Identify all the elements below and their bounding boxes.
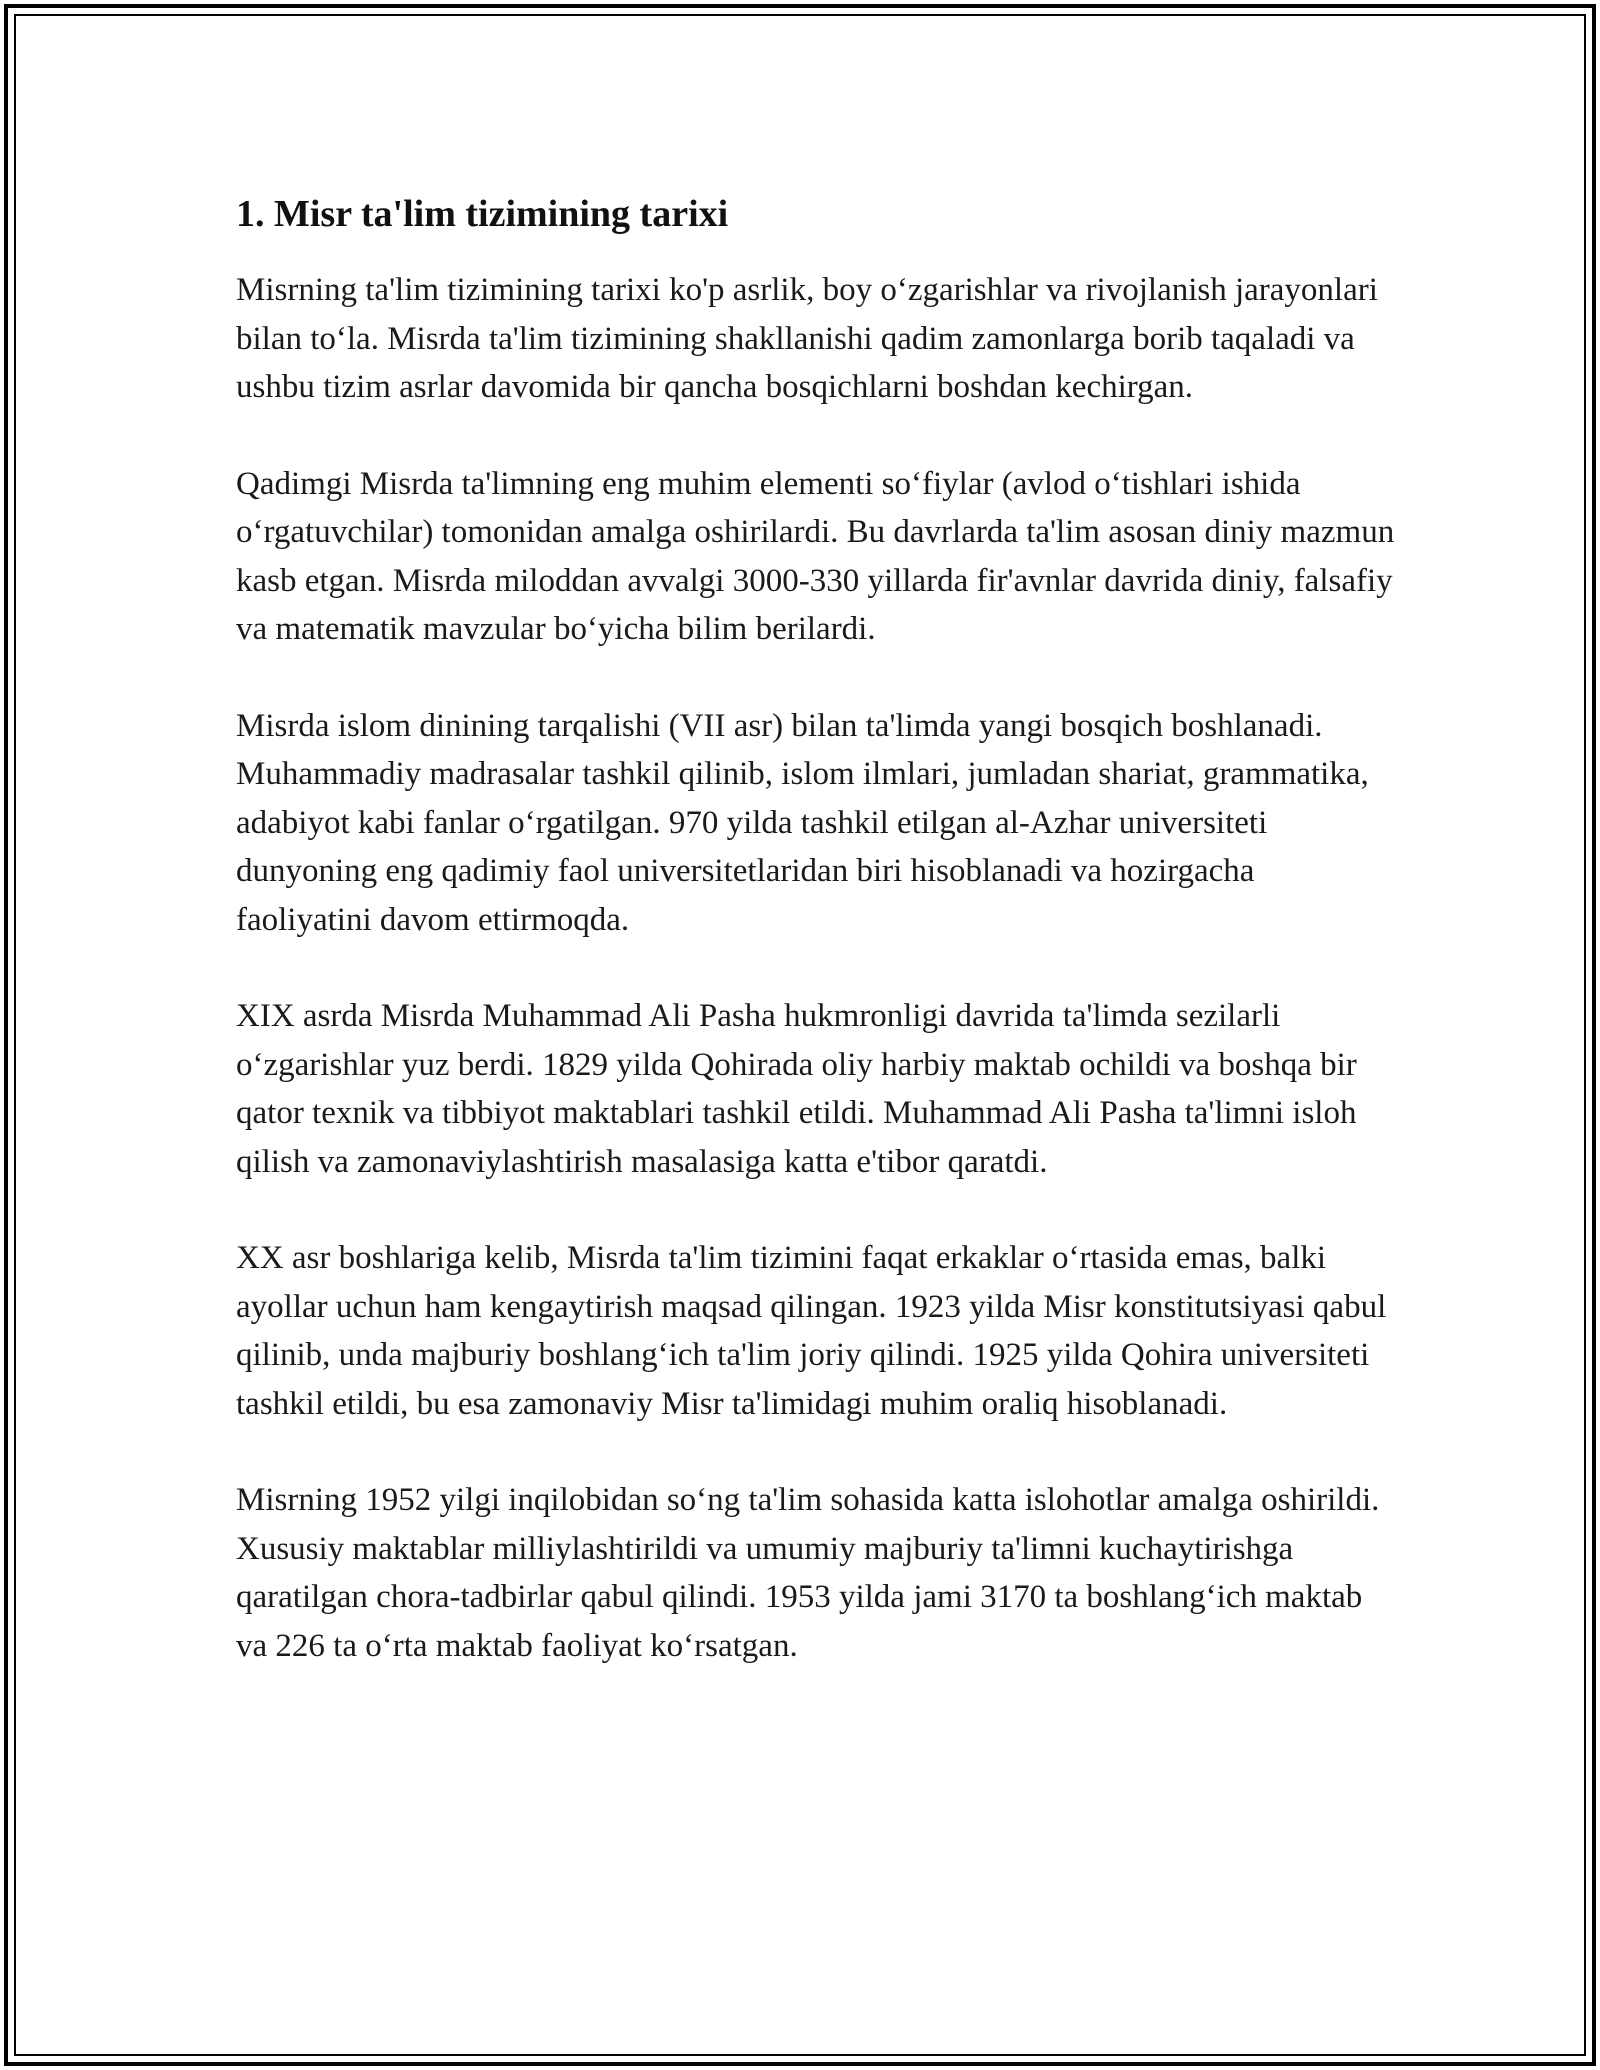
paragraph-intro: Misrning ta'lim tizimining tarixi ko'p asrlik, boy o‘zgarishlar va rivojlanish jarayonlari bilan to‘la. Misrda ta'lim tizimining shakllanishi qadim zamonlarga borib taqaladi va ushbu tizim asrlar davomida bir qancha bosqichlarni boshdan kechirgan. <box>236 272 1378 405</box>
document-body <box>236 186 1396 1718</box>
paragraph-ancient-egypt: Qadimgi Misrda ta'limning eng muhim elementi so‘fiylar (avlod o‘tishlari ishida o‘rgatuvchilar) tomonidan amalga oshirilardi. Bu davrlarda ta'lim asosan diniy mazmun kasb etgan. Misrda miloddan avvalgi 3000-330 yillarda fir'avnlar davrida diniy, falsafiy va matematik mavzular bo‘yicha bilim berilardi. <box>236 465 1395 647</box>
paragraph-1952-revolution: Misrning 1952 yilgi inqilobidan so‘ng ta'lim sohasida katta islohotlar amalga oshirildi. Xususiy maktablar milliylashtirildi va umumiy majburiy ta'limni kuchaytirishga qaratilgan chora-tadbirlar qabul qilindi. 1953 yilda jami 3170 ta boshlang‘ich maktab va 226 ta o‘rta maktab faoliyat ko‘rsatgan. <box>236 1482 1380 1664</box>
paragraph-19th-century: XIX asrda Misrda Muhammad Ali Pasha hukmronligi davrida ta'limda sezilarli o‘zgarishlar yuz berdi. 1829 yilda Qohirada oliy harbiy maktab ochildi va boshqa bir qator texnik va tibbiyot maktablari tashkil etildi. Muhammad Ali Pasha ta'limni isloh qilish va zamonaviylashtirish masalasiga katta e'tibor qaratdi. <box>236 998 1357 1180</box>
section-title: 1. Misr ta'lim tizimining tarixi <box>236 193 729 235</box>
paragraph-20th-century: XX asr boshlariga kelib, Misrda ta'lim tizimini faqat erkaklar o‘rtasida emas, balki ayollar uchun ham kengaytirish maqsad qilingan. 1923 yilda Misr konstitutsiyasi qabul qilinib, unda majburiy boshlang‘ich ta'lim joriy qilindi. 1925 yilda Qohira universiteti tashkil etildi, bu esa zamonaviy Misr ta'limidagi muhim oraliq hisoblanadi. <box>236 1240 1387 1422</box>
paragraph-islamic-period: Misrda islom dinining tarqalishi (VII asr) bilan ta'limda yangi bosqich boshlanadi. Muhammadiy madrasalar tashkil qilinib, islom ilmlari, jumladan shariat, grammatika, adabiyot kabi fanlar o‘rgatilgan. 970 yilda tashkil etilgan al-Azhar universiteti dunyoning eng qadimiy faol universitetlaridan biri hisoblanadi va hozirgacha faoliyatini davom ettirmoqda. <box>236 707 1369 938</box>
